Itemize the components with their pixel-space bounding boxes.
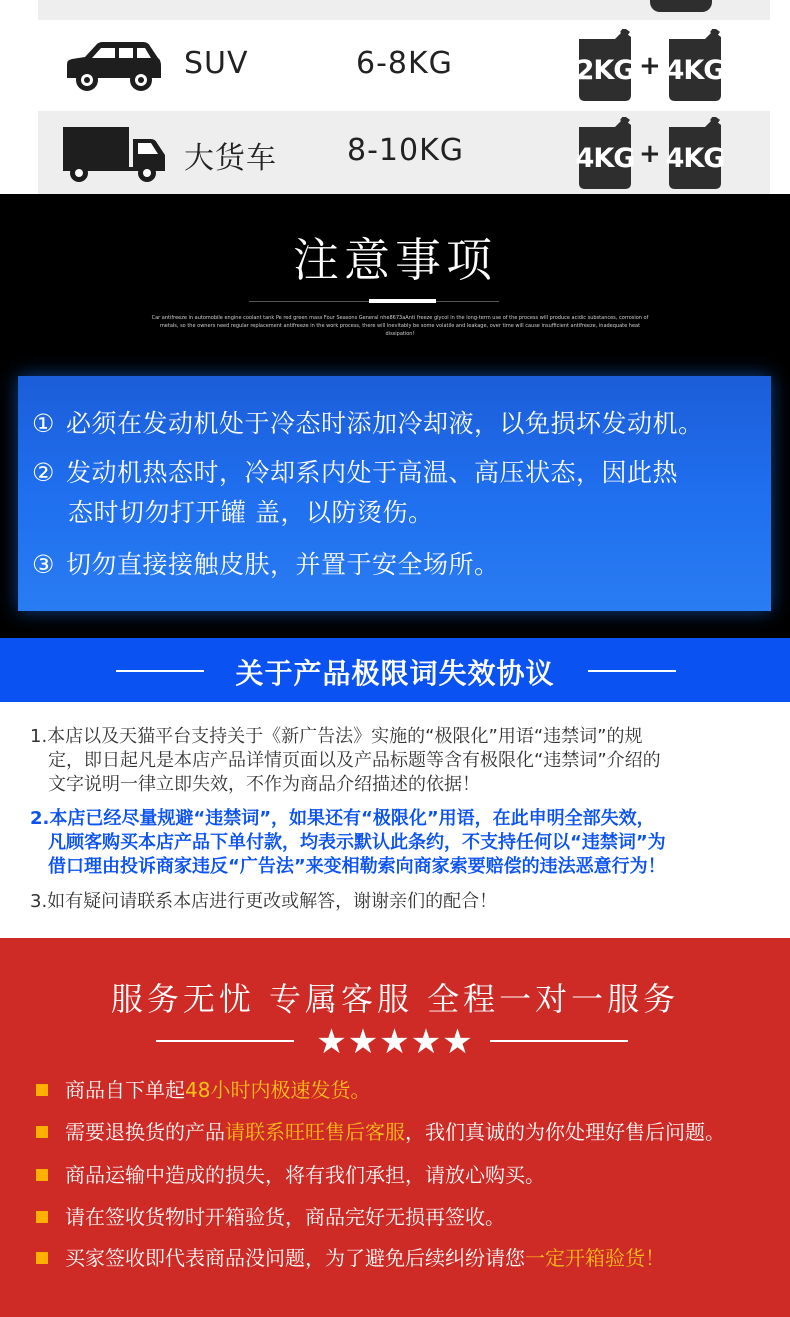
bullet-icon [36,1252,48,1264]
agreement-clause: 1.本店以及天猫平台支持关于《新广告法》实施的“极限化”用语“违禁词”的规 定，即日起凡是本店产品详情页面以及产品标题等含有极限化“违禁词”介绍的 文字说明一律立即失效，不作为商品介绍描述的依据！ [30,726,661,795]
service-item: 商品自下单起48小时内极速发货。 [36,1076,370,1104]
plus-sign: + [639,139,661,169]
capacity-row-partial [38,0,770,20]
vehicle-weight: 8-10KG [347,133,465,168]
service-section [0,938,790,1317]
agreement-clause: 2.本店已经尽量规避“违禁词”，如果还有“极限化”用语，在此申明全部失效， 凡顾客购买本店产品下单付款，均表示默认此条约，不支持任何以“违禁词”为 借口理由投诉商家违反“广告法”来变相勒索向商家索要赔偿的违法恶意行为！ [30,808,666,877]
star-rating: ★★★★★ [316,1022,474,1062]
agreement-header [0,638,790,702]
divider [588,670,676,672]
coolant-jug-icon: 4KG [573,117,637,189]
divider [490,1040,628,1042]
capacity-table [0,0,790,194]
coolant-jug-icon: 4KG [663,29,727,101]
capacity-row-suv [38,26,770,104]
note-item: ③ 切勿直接接触皮肤，并置于安全场所。 [32,550,500,579]
notes-section [0,194,790,638]
notes-box [18,376,771,611]
vehicle-name: SUV [184,46,249,81]
divider [156,1040,294,1042]
bullet-icon [36,1211,48,1223]
bullet-icon [36,1084,48,1096]
note-item: ① 必须在发动机处于冷态时添加冷却液，以免损坏发动机。 [32,409,704,438]
coolant-jug-icon [650,0,712,12]
coolant-jug-icon: 2KG [573,29,637,101]
coolant-jug-icon: 4KG [663,117,727,189]
bullet-icon [36,1169,48,1181]
agreement-body [0,702,790,938]
notes-subtitle: Car antifreeze in automobile engine coolant tank Pe red green mass Four Seasons General nhe8673aAnti freeze glycol in the long-term use of the process will produce acidic substances, corrosion of metals, so the owners need regular replacement antifreeze in the work process, there will inevitably be some volatile and leakage, over time will cause insufficient antifreeze, inadequate heat dissipation! [151,315,649,337]
vehicle-name: 大货车 [184,141,277,176]
note-item: ② 发动机热态时，冷却系内处于高温、高压状态，因此热 态时切勿打开罐 盖，以防烫伤。 [32,458,679,527]
service-item: 买家签收即代表商品没问题，为了避免后续纠纷请您一定开箱验货！ [36,1244,665,1272]
agreement-clause: 3.如有疑问请联系本店进行更改或解答，谢谢亲们的配合！ [30,891,498,912]
bullet-icon [36,1126,48,1138]
notes-title: 注意事项 [293,233,497,287]
service-item: 需要退换货的产品请联系旺旺售后客服，我们真诚的为你处理好售后问题。 [36,1118,725,1146]
suv-icon [63,40,163,92]
service-title: 服务无忧 专属客服 全程一对一服务 [110,980,680,1018]
agreement-title: 关于产品极限词失效协议 [235,657,555,690]
truck-icon [63,127,167,183]
service-item: 商品运输中造成的损失，将有我们承担，请放心购买。 [36,1161,545,1189]
plus-sign: + [639,51,661,81]
vehicle-weight: 6-8KG [356,46,453,81]
divider-accent [369,299,436,303]
service-item: 请在签收货物时开箱验货，商品完好无损再签收。 [36,1203,505,1231]
capacity-row-truck [38,111,770,194]
